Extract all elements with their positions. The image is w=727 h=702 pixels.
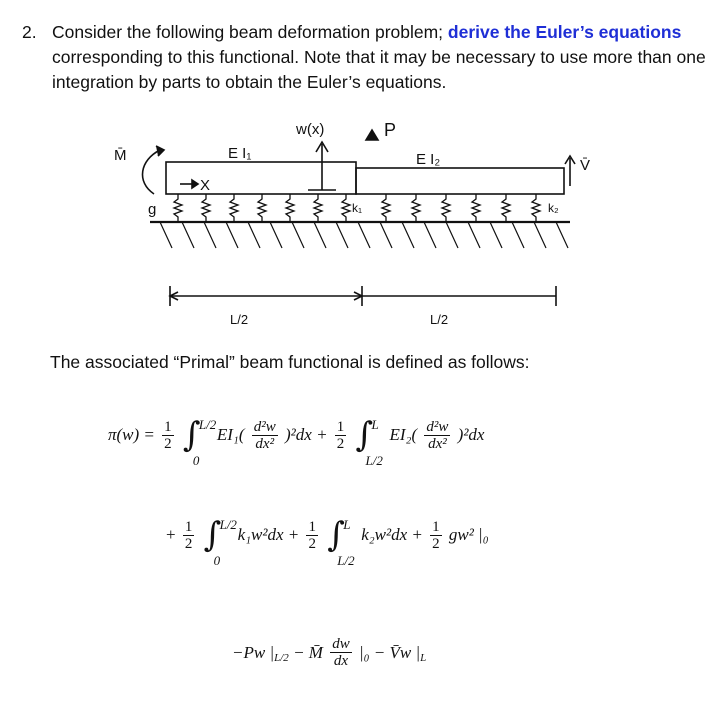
- eq-pw-term: −Pw |: [232, 642, 275, 662]
- question-number: 2.: [22, 22, 37, 42]
- question-text-after: corresponding to this functional. Note that it may be necessary to use more than one integration by parts to obtain the Euler’s equations.: [52, 47, 706, 92]
- eq-v-sub: L: [420, 651, 427, 664]
- stiffness-right-label: E I₂: [416, 151, 441, 168]
- dim-label-right: L/2: [430, 312, 449, 327]
- beam-right: [356, 168, 564, 194]
- moment-label: M̄: [114, 147, 127, 164]
- spring-label-g: g: [148, 201, 157, 218]
- load-label: w(x): [296, 121, 325, 138]
- equation-line-3: [232, 636, 426, 669]
- beam-diagram: [100, 110, 620, 330]
- eq-integral-3: ∫ L/2 0: [203, 515, 237, 568]
- axis-label: X: [200, 177, 211, 194]
- eq-v-term: |₀ − V̄w |: [358, 642, 421, 662]
- eq-m-term: − M̄: [293, 642, 323, 662]
- question-text: [52, 20, 722, 95]
- eq-frac-half-2: $\frac{1}{2}$: [336, 418, 345, 452]
- spring-label-k2: k₂: [548, 201, 559, 215]
- spring-label-k1: k₁: [352, 201, 363, 215]
- equation-line-1: [108, 415, 485, 468]
- eq-frac-half-1: $\frac{1}{2}$: [164, 418, 172, 452]
- eq-frac-half-3: $\frac{1}{2}$: [184, 518, 193, 552]
- stiffness-left-label: E I₁: [228, 145, 252, 162]
- point-load-label: P: [384, 120, 397, 140]
- equation-line-2: [166, 515, 489, 568]
- eq-plus: +: [166, 525, 176, 544]
- question-text-before: Consider the following beam deformation problem;: [52, 22, 448, 42]
- eq-d2w-2: $\frac{\text{d²w}}{\text{dx²}}$: [426, 418, 449, 452]
- dim-label-left: L/2: [230, 312, 249, 327]
- eq-integral-2: ∫ L L/2: [355, 415, 383, 468]
- eq-sq-dx-2: )²dx: [457, 425, 485, 444]
- eq-dwdx: $\frac{dw}{dx}$: [332, 636, 350, 669]
- eq-frac-half-4: $\frac{1}{2}$: [308, 518, 316, 552]
- eq-d2w-1: $\frac{\text{d²w}}{\text{dx²}}$: [253, 418, 276, 452]
- ground-hatch: [160, 222, 568, 248]
- eq-lhs: π(w) =: [108, 425, 155, 444]
- eq-k2-term: k₂w²dx +: [361, 525, 423, 544]
- eq-ei1: EI₁(: [216, 425, 245, 444]
- moment-arc: [143, 150, 160, 194]
- eq-sq-dx-1: )²dx +: [285, 425, 328, 444]
- eq-k1-term: k₁w²dx +: [237, 525, 300, 544]
- question-highlight: derive the Euler’s equations: [447, 22, 682, 42]
- shear-label: V̄: [580, 157, 591, 174]
- eq-integral-4: ∫ L L/2: [327, 515, 355, 568]
- eq-ei2: EI₂(: [389, 425, 418, 444]
- point-load-arrow: [366, 130, 378, 140]
- eq-frac-half-5: $\frac{1}{2}$: [432, 518, 440, 552]
- eq-g-term: gw² |₀: [448, 525, 489, 544]
- beam-figure: [100, 110, 620, 335]
- functional-subtitle: The associated “Primal” beam functional is defined as follows:: [50, 352, 530, 372]
- eq-integral-1: ∫ L/2 0: [182, 415, 217, 468]
- eq-pw-sub: L/2: [274, 651, 289, 664]
